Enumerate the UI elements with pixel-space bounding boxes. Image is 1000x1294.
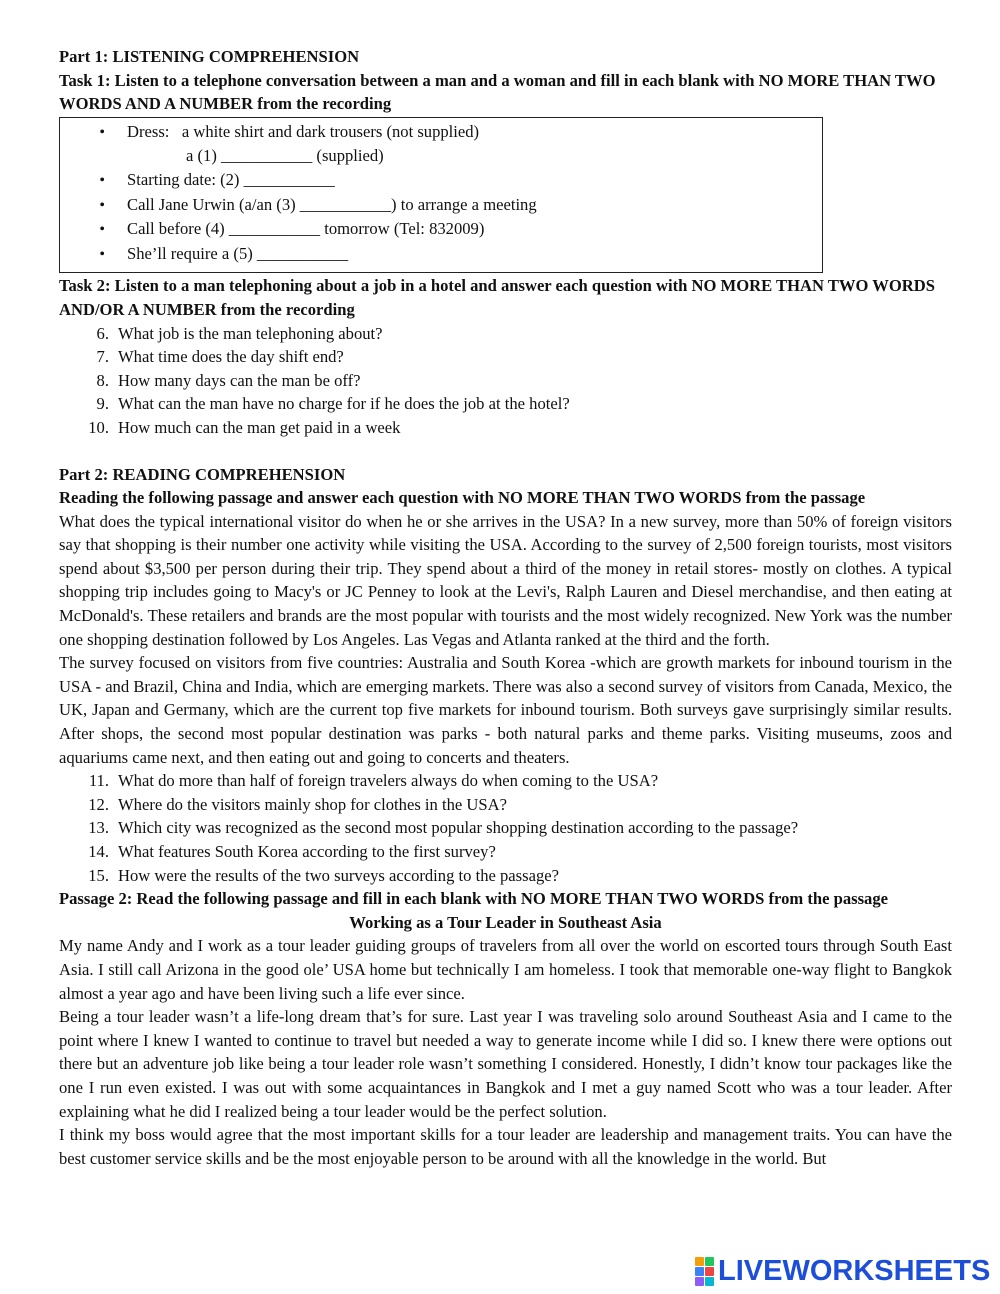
question-item: 11. What do more than half of foreign travelers always do when coming to the USA? <box>88 771 659 791</box>
question-item: 14. What features South Korea according to the first survey? <box>88 842 496 861</box>
liveworksheets-logo-icon <box>695 1257 714 1286</box>
part2-heading: Part 2: READING COMPREHENSION <box>59 464 346 484</box>
bullet-icon <box>60 168 127 193</box>
passage1-paragraph: The survey focused on visitors from five countries: Australia and South Korea -which are growth markets for inbound tourism in the USA - and Brazil, China and India, which are emerging markets. There was also a second survey of visitors from Canada, Mexico, the UK, Japan and Germany, which are the current top five markets for inbound tourism. Both surveys gave surprisingly similar results. After shops, the second most popular destination was parks - both natural parks and theme parks. Visiting museums, zoos and aquariums came next, and then eating out and going to concerts and theaters. <box>59 653 952 767</box>
question-item: 12. Where do the visitors mainly shop for clothes in the USA? <box>88 794 507 814</box>
logo-square <box>695 1257 704 1266</box>
task1-item <box>60 242 822 267</box>
question-item: 9. What can the man have no charge for if he does the job at the hotel? <box>96 394 570 414</box>
passage2-paragraph: I think my boss would agree that the most important skills for a tour leader are leadership and management traits. You can have the best customer service skills and be the most enjoyable person to be around with all the knowledge in the world. But <box>59 1125 952 1168</box>
question-item: 7. What time does the day shift end? <box>96 347 344 367</box>
task1-item <box>60 193 822 218</box>
passage2-title: Working as a Tour Leader in Southeast Asia <box>349 912 662 932</box>
bullet-icon <box>60 120 127 145</box>
task1-instruction: Task 1: Listen to a telephone conversation between a man and a woman and fill in each blank with NO MORE THAN TWO WORDS AND A NUMBER from the recording <box>59 70 936 114</box>
task1-item-text: Call Jane Urwin (a/an (3) ___________) to arrange a meeting <box>127 194 537 214</box>
worksheet-page <box>59 45 952 1170</box>
question-item: 13. Which city was recognized as the second most popular shopping destination according to the passage? <box>88 818 799 838</box>
question-item: 6. What job is the man telephoning about? <box>96 323 383 343</box>
part1-heading: Part 1: LISTENING COMPREHENSION <box>59 47 360 66</box>
logo-square <box>695 1267 704 1276</box>
task1-item-text: Call before (4) ___________ tomorrow (Tel: 832009) <box>127 219 485 239</box>
question-item: 8. How many days can the man be off? <box>96 370 361 390</box>
passage1-paragraph: What does the typical international visitor do when he or she arrives in the USA? In a new survey, more than 50% of foreign visitors say that shopping is their number one activity while visiting the USA. According to the survey of 2,500 foreign tourists, most visitors spend about $3,500 per person during their trip. They spend about a third of the money in retail stores- mostly on clothes. A typical shopping trip includes going to Macy's or JC Penney to look at the Levi's, Ralph Lauren and Diesel merchandise, and then eating at McDonald's. These retailers and brands are the most popular with tourists and the most widely recognized. New York was the number one shopping destination followed by Los Angeles. Las Vegas and Atlanta ranked at the third and the forth. <box>59 511 952 649</box>
bullet-icon <box>60 217 127 242</box>
logo-square <box>705 1267 714 1276</box>
task1-item-text: She’ll require a (5) ___________ <box>127 243 349 263</box>
task2-instruction: Task 2: Listen to a man telephoning about a job in a hotel and answer each question with NO MORE THAN TWO WORDS AND/OR A NUMBER from the recording <box>59 276 935 319</box>
passage2-paragraph: Being a tour leader wasn’t a life-long dream that’s for sure. Last year I was traveling solo around Southeast Asia and I came to the point where I knew I wanted to continue to travel but needed a way to generate income while I did so. I knew there were options out there but an adventure job like being a tour leader role wasn’t something I considered. Honestly, I didn’t know tour packages like the one I run even existed. I was out with some acquaintances in Bangkok and I met a guy named Scott who was a tour leader. After explaining what he did I realized being a tour leader would be the perfect solution. <box>59 1007 952 1121</box>
passage2-paragraph: My name Andy and I work as a tour leader guiding groups of travelers from all over the world on escorted tours through South East Asia. I still call Arizona in the good ole’ USA home but technically I am homeless. I took that memorable one-way flight to Bangkok almost a year ago and have been living such a life ever since. <box>59 936 952 1003</box>
bullet-icon <box>60 193 127 218</box>
task1-item-dress <box>60 120 822 145</box>
task1-item-dress-line2 <box>60 144 822 168</box>
task1-box <box>59 117 823 274</box>
task1-item-text: Dress: a white shirt and dark trousers (not supplied) <box>127 121 480 141</box>
task1-item <box>60 168 822 193</box>
blank-1-line: a (1) ___________ (supplied) <box>186 146 384 166</box>
passage2-instruction: Passage 2: Read the following passage and fill in each blank with NO MORE THAN TWO WORDS from the passage <box>59 889 888 909</box>
logo-square <box>695 1277 704 1286</box>
logo-square <box>705 1277 714 1286</box>
part2-instruction: Reading the following passage and answer each question with NO MORE THAN TWO WORDS from the passage <box>59 488 866 508</box>
task1-item <box>60 217 822 242</box>
liveworksheets-logo[interactable] <box>695 1256 990 1286</box>
bullet-icon <box>60 242 127 267</box>
logo-square <box>705 1257 714 1266</box>
task1-item-text: Starting date: (2) ___________ <box>127 169 335 189</box>
question-item: 15. How were the results of the two surveys according to the passage? <box>88 865 559 885</box>
question-item: 10. How much can the man get paid in a week <box>88 417 401 437</box>
liveworksheets-logo-text: LIVEWORKSHEETS <box>718 1255 991 1287</box>
